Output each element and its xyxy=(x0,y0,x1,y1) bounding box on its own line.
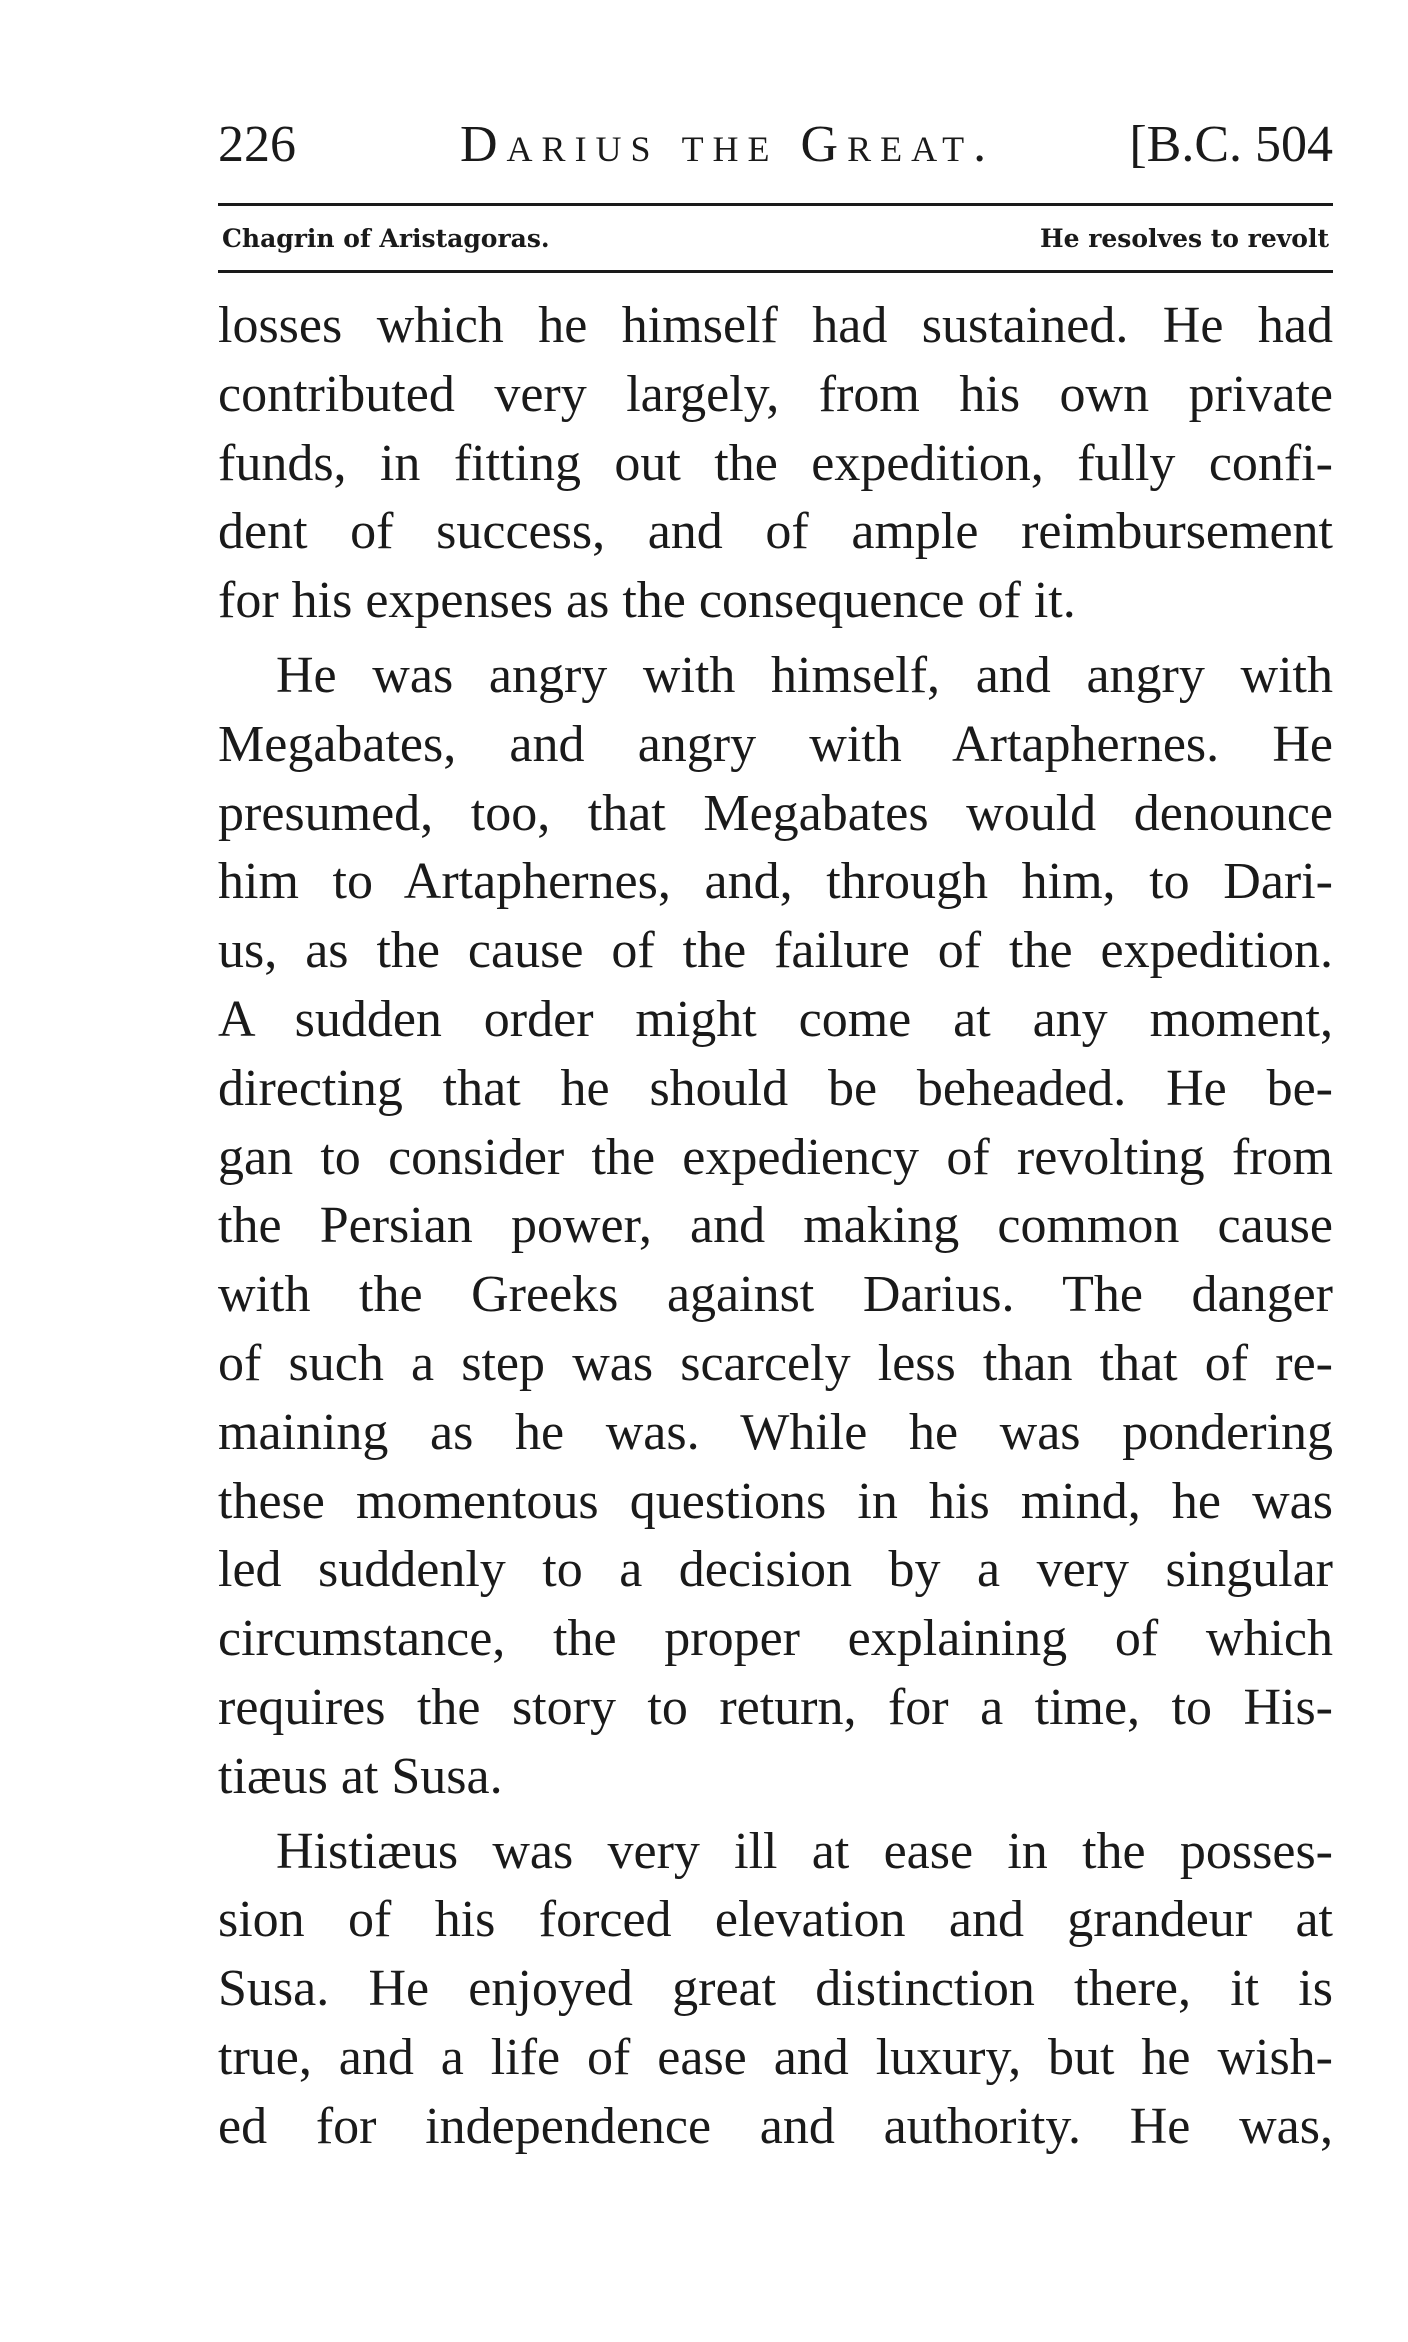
text-line: Megabates, and angry with Artaphernes. He xyxy=(218,715,1333,773)
text-line: the Persian power, and making common cause xyxy=(218,1197,1333,1255)
body-text xyxy=(218,292,1333,2162)
paragraph-3 xyxy=(218,1818,1333,2162)
text-line: sion of his forced elevation and grandeur at xyxy=(218,1891,1333,1949)
text-line: led suddenly to a decision by a very singular xyxy=(218,1541,1333,1599)
text-line: losses which he himself had sustained. He had xyxy=(218,297,1333,354)
text-line: dent of success, and of ample reimbursement xyxy=(218,503,1333,561)
text-line: Susa. He enjoyed great distinction there, it is xyxy=(218,1960,1333,2018)
text-line: us, as the cause of the failure of the expedition. xyxy=(218,922,1333,980)
date-mark: [B.C. 504 xyxy=(1129,116,1333,173)
text-line: funds, in fitting out the expedition, fully confi- xyxy=(218,434,1333,492)
header-rule-top xyxy=(218,203,1333,206)
text-line: for his expenses as the consequence of it. xyxy=(218,572,1076,630)
side-notes xyxy=(218,216,1333,262)
page-number: 226 xyxy=(218,116,296,173)
text-line: He was angry with himself, and angry with xyxy=(276,646,1333,704)
text-line: gan to consider the expediency of revolting from xyxy=(218,1128,1333,1186)
text-line: contributed very largely, from his own private xyxy=(218,365,1333,423)
header-rule-bottom xyxy=(218,270,1333,273)
running-head xyxy=(218,110,1333,180)
book-title: Darius the Great. xyxy=(460,116,996,173)
text-line: circumstance, the proper explaining of which xyxy=(218,1610,1333,1668)
text-line: presumed, too, that Megabates would denounce xyxy=(218,784,1333,842)
text-line: directing that he should be beheaded. He be- xyxy=(218,1059,1333,1117)
text-line: maining as he was. While he was pondering xyxy=(218,1403,1333,1461)
text-line: requires the story to return, for a time, to His- xyxy=(218,1678,1333,1736)
text-line: of such a step was scarcely less than that of re- xyxy=(218,1334,1333,1392)
paragraph-1 xyxy=(218,292,1333,636)
text-line: A sudden order might come at any moment, xyxy=(218,990,1333,1048)
text-line: with the Greeks against Darius. The danger xyxy=(218,1266,1333,1324)
text-line: Histiæus was very ill at ease in the posses- xyxy=(276,1822,1333,1880)
text-line: these momentous questions in his mind, he was xyxy=(218,1472,1333,1530)
text-line: tiæus at Susa. xyxy=(218,1747,503,1805)
text-line: true, and a life of ease and luxury, but he wish- xyxy=(218,2028,1333,2086)
side-note-right: He resolves to revolt xyxy=(1039,224,1329,253)
text-line: ed for independence and authority. He was, xyxy=(218,2097,1333,2155)
text-line: him to Artaphernes, and, through him, to Dari- xyxy=(218,853,1333,911)
side-note-left: Chagrin of Aristagoras. xyxy=(222,224,550,253)
paragraph-2 xyxy=(218,642,1333,1812)
